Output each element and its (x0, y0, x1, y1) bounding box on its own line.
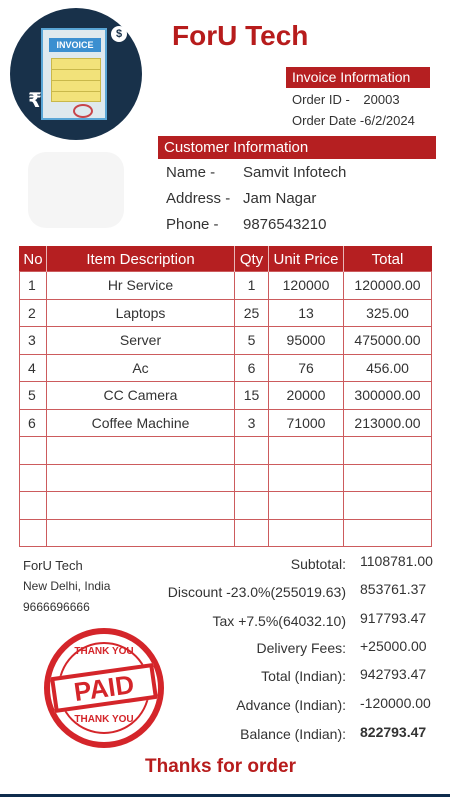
order-date-label: Order Date - (292, 113, 365, 128)
cell-no: 1 (20, 272, 47, 300)
order-date-value: 6/2/2024 (364, 113, 415, 128)
discount-label: Discount -23.0%(255019.63) (167, 584, 346, 600)
cell-no: 2 (20, 299, 47, 327)
cell-item: Server (47, 327, 235, 355)
table-row (20, 327, 432, 355)
table-header-row (20, 247, 432, 272)
balance-label: Balance (Indian): (240, 726, 346, 742)
items-table (19, 246, 432, 547)
empty-row (20, 492, 432, 520)
customer-address-label: Address - (166, 190, 231, 207)
tax-label: Tax +7.5%(64032.10) (212, 613, 346, 629)
header-qty: Qty (235, 247, 269, 272)
order-id-label: Order ID - (292, 92, 350, 107)
cell-no: 3 (20, 327, 47, 355)
invoice-info-header: Invoice Information (286, 67, 430, 88)
cell-qty: 15 (235, 382, 269, 410)
cell-unit-price: 13 (269, 299, 344, 327)
customer-address-row (166, 190, 317, 207)
footer-city: New Delhi, India (23, 579, 111, 593)
advance-label: Advance (Indian): (236, 697, 346, 713)
empty-row (20, 519, 432, 547)
cell-total: 475000.00 (344, 327, 432, 355)
cell-item: Coffee Machine (47, 409, 235, 437)
rupee-icon: ₹ (28, 90, 42, 112)
invoice-grid-icon (51, 58, 101, 102)
customer-name-value: Samvit Infotech (243, 164, 347, 181)
discount-value: 853761.37 (360, 581, 427, 597)
empty-row (20, 437, 432, 465)
cell-qty: 3 (235, 409, 269, 437)
balance-value: 822793.47 (360, 724, 427, 740)
cell-no: 4 (20, 354, 47, 382)
customer-info-header: Customer Information (158, 136, 436, 159)
customer-phone-label: Phone - (166, 216, 219, 233)
subtotal-label: Subtotal: (290, 556, 346, 572)
cell-total: 456.00 (344, 354, 432, 382)
order-date-row (292, 113, 415, 128)
stamp-top-text: THANK YOU (74, 646, 134, 657)
cell-item: CC Camera (47, 382, 235, 410)
paid-stamp-icon (44, 628, 164, 748)
cell-unit-price: 76 (269, 354, 344, 382)
cell-item: Hr Service (47, 272, 235, 300)
customer-image-placeholder (28, 152, 124, 228)
delivery-label: Delivery Fees: (256, 640, 346, 656)
invoice-document-icon (41, 28, 107, 120)
cell-item: Ac (47, 354, 235, 382)
header-unit-price: Unit Price (269, 247, 344, 272)
delivery-value: +25000.00 (360, 638, 427, 654)
cell-qty: 25 (235, 299, 269, 327)
cell-qty: 5 (235, 327, 269, 355)
customer-phone-row (166, 216, 327, 233)
cell-total: 300000.00 (344, 382, 432, 410)
cell-no: 5 (20, 382, 47, 410)
cell-unit-price: 95000 (269, 327, 344, 355)
cell-total: 213000.00 (344, 409, 432, 437)
dollar-icon: $ (111, 26, 127, 42)
cell-no: 6 (20, 409, 47, 437)
table-row (20, 299, 432, 327)
advance-value: -120000.00 (360, 695, 431, 711)
order-id-row (292, 92, 400, 107)
table-row (20, 354, 432, 382)
table-row (20, 409, 432, 437)
header-total: Total (344, 247, 432, 272)
cell-unit-price: 20000 (269, 382, 344, 410)
company-name: ForU Tech (172, 20, 309, 51)
total-value: 942793.47 (360, 666, 427, 682)
bottom-divider (0, 794, 450, 797)
cell-qty: 1 (235, 272, 269, 300)
stamp-paid-text: PAID (50, 663, 158, 713)
customer-name-row (166, 164, 347, 181)
footer-company: ForU Tech (23, 558, 83, 573)
stamp-bottom-text: THANK YOU (74, 714, 134, 725)
header-item-description: Item Description (47, 247, 235, 272)
cell-qty: 6 (235, 354, 269, 382)
cell-unit-price: 120000 (269, 272, 344, 300)
customer-name-label: Name - (166, 164, 216, 181)
cell-item: Laptops (47, 299, 235, 327)
cell-unit-price: 71000 (269, 409, 344, 437)
header-no: No (20, 247, 47, 272)
invoice-logo (10, 8, 142, 140)
total-label: Total (Indian): (261, 668, 346, 684)
cell-total: 120000.00 (344, 272, 432, 300)
table-row (20, 382, 432, 410)
empty-row (20, 464, 432, 492)
subtotal-value: 1108781.00 (360, 553, 433, 569)
paid-seal-icon (73, 104, 93, 118)
customer-phone-value: 9876543210 (243, 216, 327, 233)
thanks-message: Thanks for order (145, 756, 296, 777)
order-id-value: 20003 (363, 92, 400, 107)
invoice-tag: INVOICE (49, 38, 101, 52)
cell-total: 325.00 (344, 299, 432, 327)
table-row (20, 272, 432, 300)
customer-address-value: Jam Nagar (243, 190, 317, 207)
tax-value: 917793.47 (360, 610, 427, 626)
footer-phone: 9666696666 (23, 600, 90, 614)
